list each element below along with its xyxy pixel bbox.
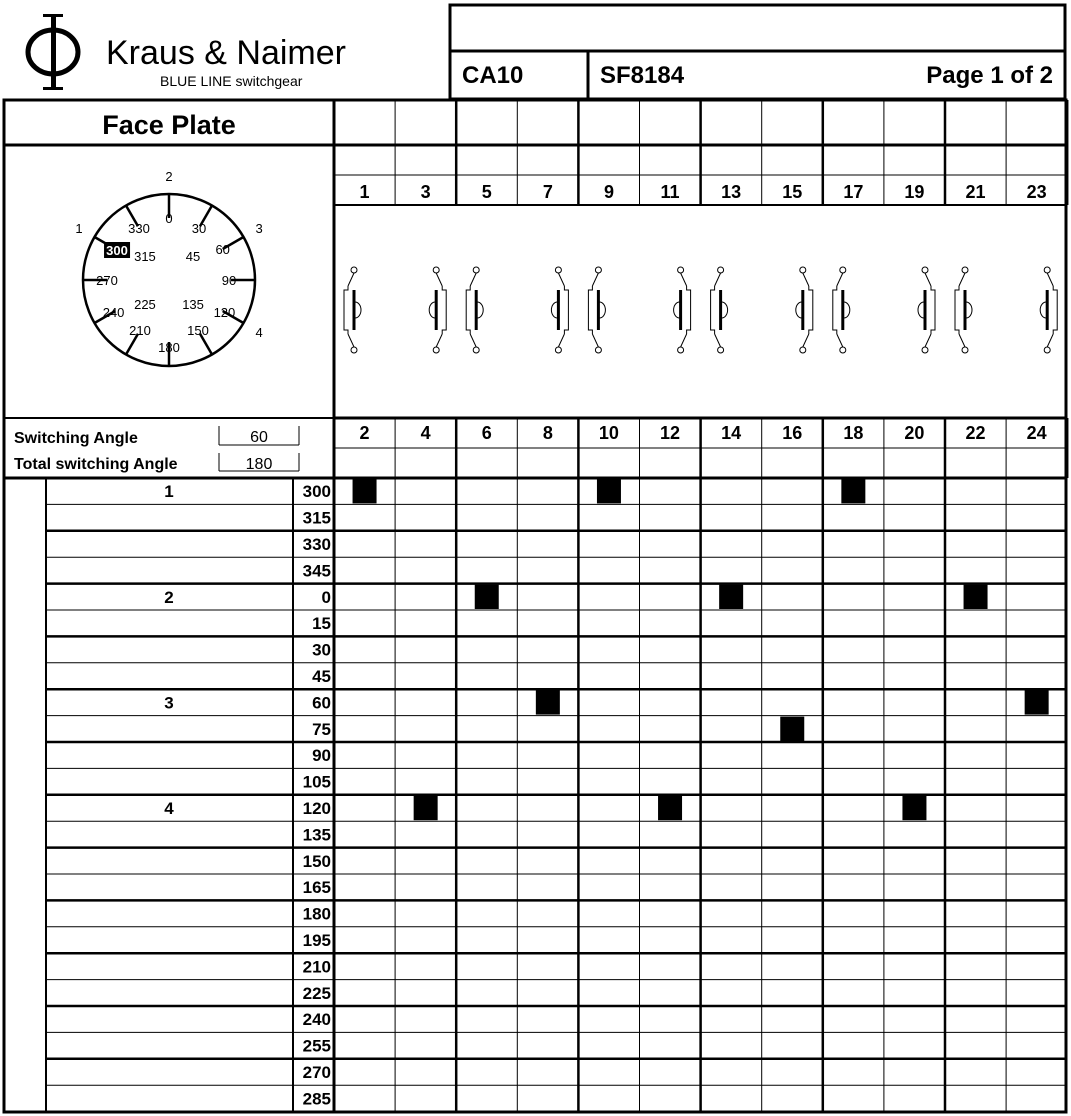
terminal-circle <box>800 347 806 353</box>
dial-angle-label: 90 <box>221 273 237 288</box>
table-angle-label: 180 <box>302 904 331 924</box>
contact-bracket <box>833 286 837 334</box>
contact-bracket <box>466 286 470 334</box>
terminal-number-bottom: 22 <box>965 423 986 443</box>
dial-angle-label: 300 <box>106 243 128 258</box>
terminal-number-top: 21 <box>965 182 986 202</box>
table-position-label: 1 <box>164 482 174 502</box>
contact-bracket <box>588 286 592 334</box>
table-angle-label: 165 <box>302 878 331 898</box>
table-angle-label: 120 <box>302 799 331 818</box>
closed-contact-mark <box>780 717 804 741</box>
contact-arc <box>918 302 924 318</box>
dial-angle-label: 210 <box>129 323 151 339</box>
terminal-number-bottom: 4 <box>420 423 431 443</box>
terminal-number-bottom: 16 <box>782 423 803 443</box>
switching-angle-label: Switching Angle <box>14 430 138 447</box>
table-angle-label: 285 <box>302 1089 331 1109</box>
contact-symbol <box>955 267 972 353</box>
switching-angle-value: 60 <box>250 429 268 446</box>
terminal-circle <box>922 267 928 273</box>
terminal-number-bottom: 12 <box>660 423 681 443</box>
terminal-number-bottom: 20 <box>904 423 925 443</box>
contact-symbols <box>344 267 1057 353</box>
terminal-circle <box>840 267 846 273</box>
drawing-number: SF8184 <box>600 62 685 89</box>
contact-arc <box>796 302 802 318</box>
contact-lead <box>348 273 354 286</box>
terminal-circle <box>718 267 724 273</box>
total-switching-angle-value: 180 <box>245 456 273 473</box>
closed-contact-mark <box>536 690 560 714</box>
terminal-circle <box>473 347 479 353</box>
contact-bracket <box>687 286 691 334</box>
contact-arc <box>477 302 483 318</box>
closed-contact-mark <box>597 479 621 503</box>
closed-contact-mark <box>964 585 988 609</box>
dial-angle-label: 225 <box>134 297 156 313</box>
contact-bracket <box>1053 286 1057 334</box>
terminal-circle <box>962 267 968 273</box>
table-angle-label: 255 <box>302 1036 331 1056</box>
contact-arc <box>551 302 557 318</box>
contact-symbol <box>711 267 728 353</box>
logo <box>28 14 346 90</box>
brand-name: Kraus & Naimer <box>106 34 346 72</box>
contact-symbol <box>588 267 605 353</box>
contact-symbol <box>551 267 568 353</box>
contact-symbol <box>796 267 813 353</box>
dial-position-number: 1 <box>75 221 83 236</box>
dial-angle-label: 180 <box>158 340 180 355</box>
terminal-circle <box>840 347 846 353</box>
contact-arc <box>429 302 435 318</box>
closed-contact-mark <box>658 796 682 820</box>
closed-contact-mark <box>902 796 926 820</box>
table-angle-label: 45 <box>312 667 331 686</box>
contact-lead <box>1047 334 1053 347</box>
terminal-circle <box>351 347 357 353</box>
table-angle-label: 225 <box>302 983 331 1003</box>
contact-bracket <box>564 286 568 334</box>
terminal-number-top: 13 <box>721 182 742 202</box>
terminal-number-top: 7 <box>542 182 553 202</box>
terminal-number-bottom: 24 <box>1026 423 1047 443</box>
contact-lead <box>558 334 564 347</box>
contact-arc <box>722 302 728 318</box>
contact-lead <box>592 334 598 347</box>
contact-lead <box>837 334 843 347</box>
contact-lead <box>470 334 476 347</box>
terminal-circle <box>718 347 724 353</box>
terminal-number-bottom: 14 <box>721 423 742 443</box>
contact-lead <box>470 273 476 286</box>
contact-arc <box>674 302 680 318</box>
table-angle-label: 105 <box>302 772 331 792</box>
table-angle-label: 210 <box>302 957 331 977</box>
contact-arc <box>844 302 850 318</box>
terminal-circle <box>595 347 601 353</box>
contact-arc <box>966 302 972 318</box>
terminal-number-bottom: 18 <box>843 423 864 443</box>
terminal-number-bottom: 8 <box>542 423 553 443</box>
contact-lead <box>558 273 564 286</box>
closed-contact-mark <box>1025 690 1049 714</box>
closed-contact-mark <box>353 479 377 503</box>
terminal-number-top: 15 <box>782 182 803 202</box>
table-angle-label: 195 <box>302 931 331 950</box>
contact-bracket <box>711 286 715 334</box>
closed-contact-mark <box>719 585 743 609</box>
terminal-circle <box>555 267 561 273</box>
table-angle-label: 150 <box>302 851 331 871</box>
dial-angle-label: 30 <box>191 221 207 237</box>
table-angle-label: 240 <box>302 1010 331 1030</box>
table-angle-label: 30 <box>312 640 331 660</box>
dial-position-number: 4 <box>255 325 263 340</box>
brand-tagline: BLUE LINE switchgear <box>160 73 303 89</box>
terminal-circle <box>433 267 439 273</box>
contact-lead <box>715 273 721 286</box>
contact-symbol <box>674 267 691 353</box>
contact-symbol <box>918 267 935 353</box>
terminal-circle <box>1044 267 1050 273</box>
terminal-circle <box>800 267 806 273</box>
terminal-number-top: 5 <box>481 182 492 202</box>
closed-contact-mark <box>841 479 865 503</box>
table-angle-label: 270 <box>302 1063 331 1082</box>
face-plate-dial <box>75 169 262 366</box>
contact-bracket <box>955 286 959 334</box>
terminal-number-top: 11 <box>660 182 680 202</box>
table-angle-label: 135 <box>302 825 331 845</box>
terminal-circle <box>922 347 928 353</box>
contact-bracket <box>442 286 446 334</box>
contact-lead <box>803 273 809 286</box>
contact-arc <box>599 302 605 318</box>
contact-symbol <box>344 267 361 353</box>
contact-lead <box>959 334 965 347</box>
dial-angle-label: 0 <box>165 211 173 226</box>
table-angle-label: 90 <box>312 746 331 766</box>
table-angle-label: 0 <box>321 587 331 607</box>
switching-table <box>46 478 1066 1112</box>
contact-lead <box>592 273 598 286</box>
terminal-number-top: 17 <box>843 182 864 202</box>
dial-angle-label: 270 <box>96 273 118 288</box>
dial-position-number: 3 <box>255 221 263 236</box>
total-switching-angle-label: Total switching Angle <box>14 456 178 473</box>
table-angle-label: 345 <box>302 561 331 581</box>
contact-lead <box>436 334 442 347</box>
table-angle-label: 75 <box>312 719 331 739</box>
table-angle-label: 330 <box>302 535 331 554</box>
terminal-number-bottom: 10 <box>598 423 619 443</box>
terminal-circle <box>351 267 357 273</box>
closed-contact-mark <box>414 796 438 820</box>
terminal-number-top: 1 <box>359 182 370 202</box>
table-position-label: 4 <box>164 799 174 818</box>
model-number: CA10 <box>462 62 524 89</box>
table-angle-label: 60 <box>312 693 331 713</box>
table-angle-label: 315 <box>302 508 331 528</box>
contact-lead <box>681 334 687 347</box>
contact-lead <box>837 273 843 286</box>
face-plate-title: Face Plate <box>102 110 236 140</box>
table-angle-label: 15 <box>312 614 331 634</box>
dial-position-number: 2 <box>165 169 173 184</box>
contact-lead <box>681 273 687 286</box>
terminal-number-top: 19 <box>904 182 925 202</box>
dial-angle-label: 45 <box>185 248 201 264</box>
dial-angle-label: 150 <box>187 323 209 339</box>
contact-lead <box>348 334 354 347</box>
closed-contact-mark <box>475 585 499 609</box>
contact-symbol <box>466 267 483 353</box>
contact-arc <box>1040 302 1046 318</box>
contact-lead <box>436 273 442 286</box>
table-position-label: 2 <box>164 587 174 607</box>
contact-symbol <box>1040 267 1057 353</box>
contact-bracket <box>344 286 348 334</box>
terminal-circle <box>473 267 479 273</box>
terminal-number-bottom: 6 <box>481 423 492 443</box>
dial-angle-label: 120 <box>213 305 236 320</box>
phi-logo-icon <box>28 14 78 90</box>
dial-angle-label: 315 <box>134 248 156 264</box>
terminal-circle <box>1044 347 1050 353</box>
terminal-circle <box>962 347 968 353</box>
contact-lead <box>1047 273 1053 286</box>
contact-header-grid <box>334 100 1067 478</box>
contact-symbol <box>429 267 446 353</box>
contact-bracket <box>931 286 935 334</box>
page-indicator: Page 1 of 2 <box>926 62 1053 89</box>
terminal-number-top: 9 <box>603 182 614 202</box>
table-position-label: 3 <box>164 693 174 713</box>
terminal-number-bottom: 2 <box>359 423 370 443</box>
contact-lead <box>803 334 809 347</box>
terminal-circle <box>595 267 601 273</box>
terminal-circle <box>678 347 684 353</box>
contact-bracket <box>809 286 813 334</box>
dial-angle-label: 240 <box>102 305 125 320</box>
terminal-circle <box>433 347 439 353</box>
dial-angle-label: 330 <box>128 221 150 237</box>
table-angle-label: 300 <box>302 482 331 502</box>
terminal-circle <box>555 347 561 353</box>
contact-arc <box>355 302 361 318</box>
contact-lead <box>959 273 965 286</box>
terminal-number-top: 3 <box>420 182 431 202</box>
contact-lead <box>715 334 721 347</box>
terminal-circle <box>678 267 684 273</box>
dial-angle-label: 60 <box>215 242 230 257</box>
dial-angle-label: 135 <box>182 297 204 313</box>
contact-lead <box>925 334 931 347</box>
contact-lead <box>925 273 931 286</box>
contact-symbol <box>833 267 850 353</box>
terminal-number-top: 23 <box>1026 182 1047 202</box>
